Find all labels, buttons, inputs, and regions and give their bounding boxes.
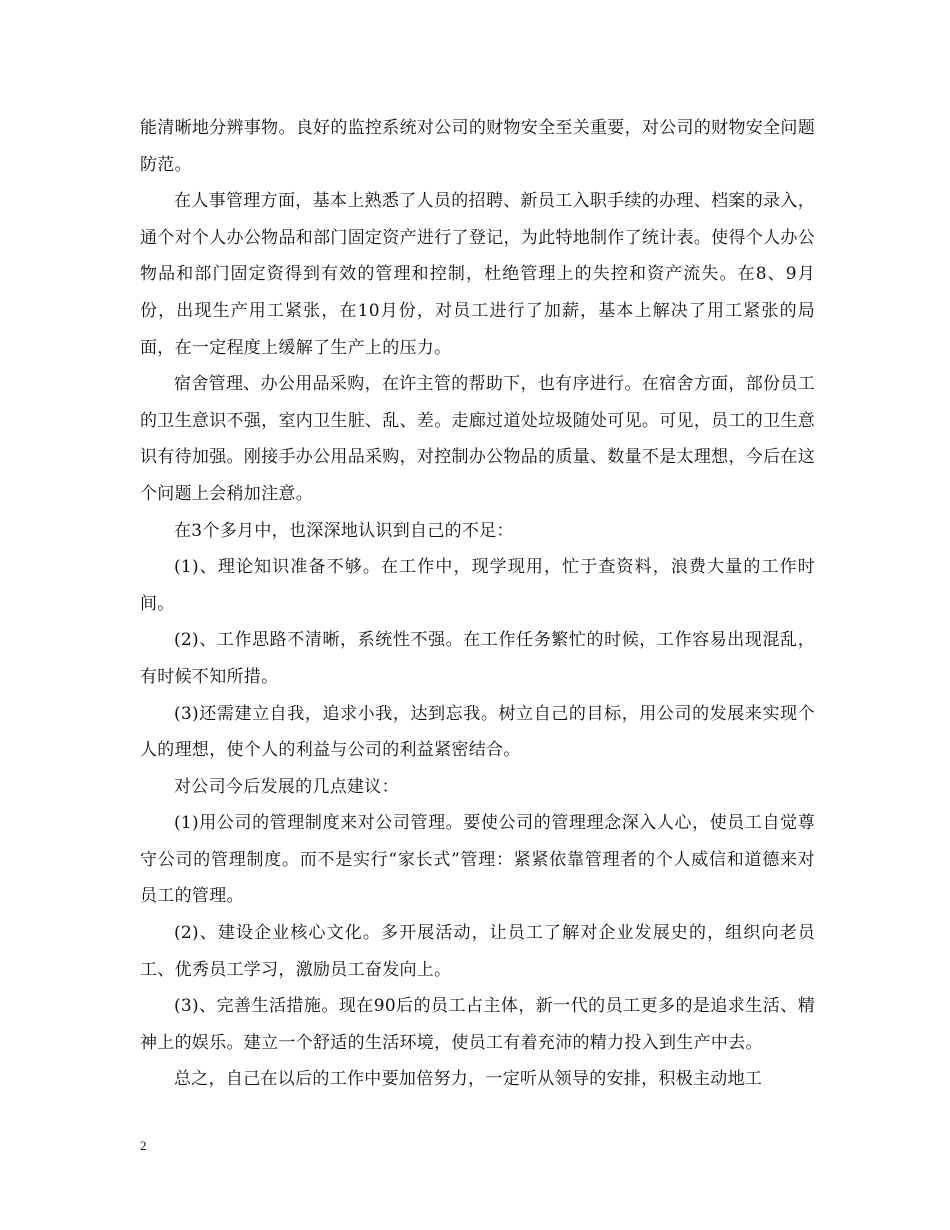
- document-body: [140, 110, 815, 1098]
- list-item: (3)、完善生活措施。现在90后的员工占主体，新一代的员工更多的是追求生活、精神上的娱乐。建立一个舒适的生活环境，使员工有着充沛的精力投入到生产中去。: [140, 996, 815, 1053]
- paragraph: 能清晰地分辨事物。良好的监控系统对公司的财物安全至关重要，对公司的财物安全问题防范。: [140, 118, 815, 175]
- paragraph: 对公司今后发展的几点建议：: [174, 776, 399, 797]
- paragraph: 在3个多月中，也深深地认识到自己的不足：: [174, 520, 514, 541]
- list-item: (2)、建设企业核心文化。多开展活动，让员工了解对企业发展史的，组织向老员工、优秀员工学习，激励员工奋发向上。: [140, 923, 815, 980]
- list-item: (2)、工作思路不清晰，系统性不强。在工作任务繁忙的时候，工作容易出现混乱，有时候不知所措。: [140, 630, 815, 687]
- list-item: (3)还需建立自我，追求小我，达到忘我。树立自己的目标，用公司的发展来实现个人的理想，使个人的利益与公司的利益紧密结合。: [140, 703, 815, 761]
- paragraph: 在人事管理方面，基本上熟悉了人员的招聘、新员工入职手续的办理、档案的录入，通个对个人办公物品和部门固定资产进行了登记，为此特地制作了统计表。使得个人办公物品和部门固定资得到有效的管理和控制，杜绝管理上的失控和资产流失。在8、9月份，出现生产用工紧张，在10月份，对员工进行了加薪，基本上解决了用工紧张的局面，在一定程度上缓解了生产上的压力。: [140, 191, 815, 358]
- page-number: 2: [140, 1138, 147, 1153]
- paragraph: 总之，自己在以后的工作中要加倍努力，一定听从领导的安排，积极主动地工: [174, 1069, 763, 1090]
- list-item: (1)用公司的管理制度来对公司管理。要使公司的管理理念深入人心，使员工自觉尊守公司的管理制度。而不是实行“家长式”管理：紧紧依靠管理者的个人威信和道德来对员工的管理。: [140, 813, 815, 907]
- list-item: (1)、理论知识准备不够。在工作中，现学现用，忙于查资料，浪费大量的工作时间。: [140, 557, 815, 614]
- paragraph: 宿舍管理、办公用品采购，在许主管的帮助下，也有序进行。在宿舍方面，部份员工的卫生意识不强，室内卫生脏、乱、差。走廊过道处垃圾随处可见。可见，员工的卫生意识有待加强。刚接手办公用品采购，对控制办公物品的质量、数量不是太理想，今后在这个问题上会稍加注意。: [140, 374, 815, 504]
